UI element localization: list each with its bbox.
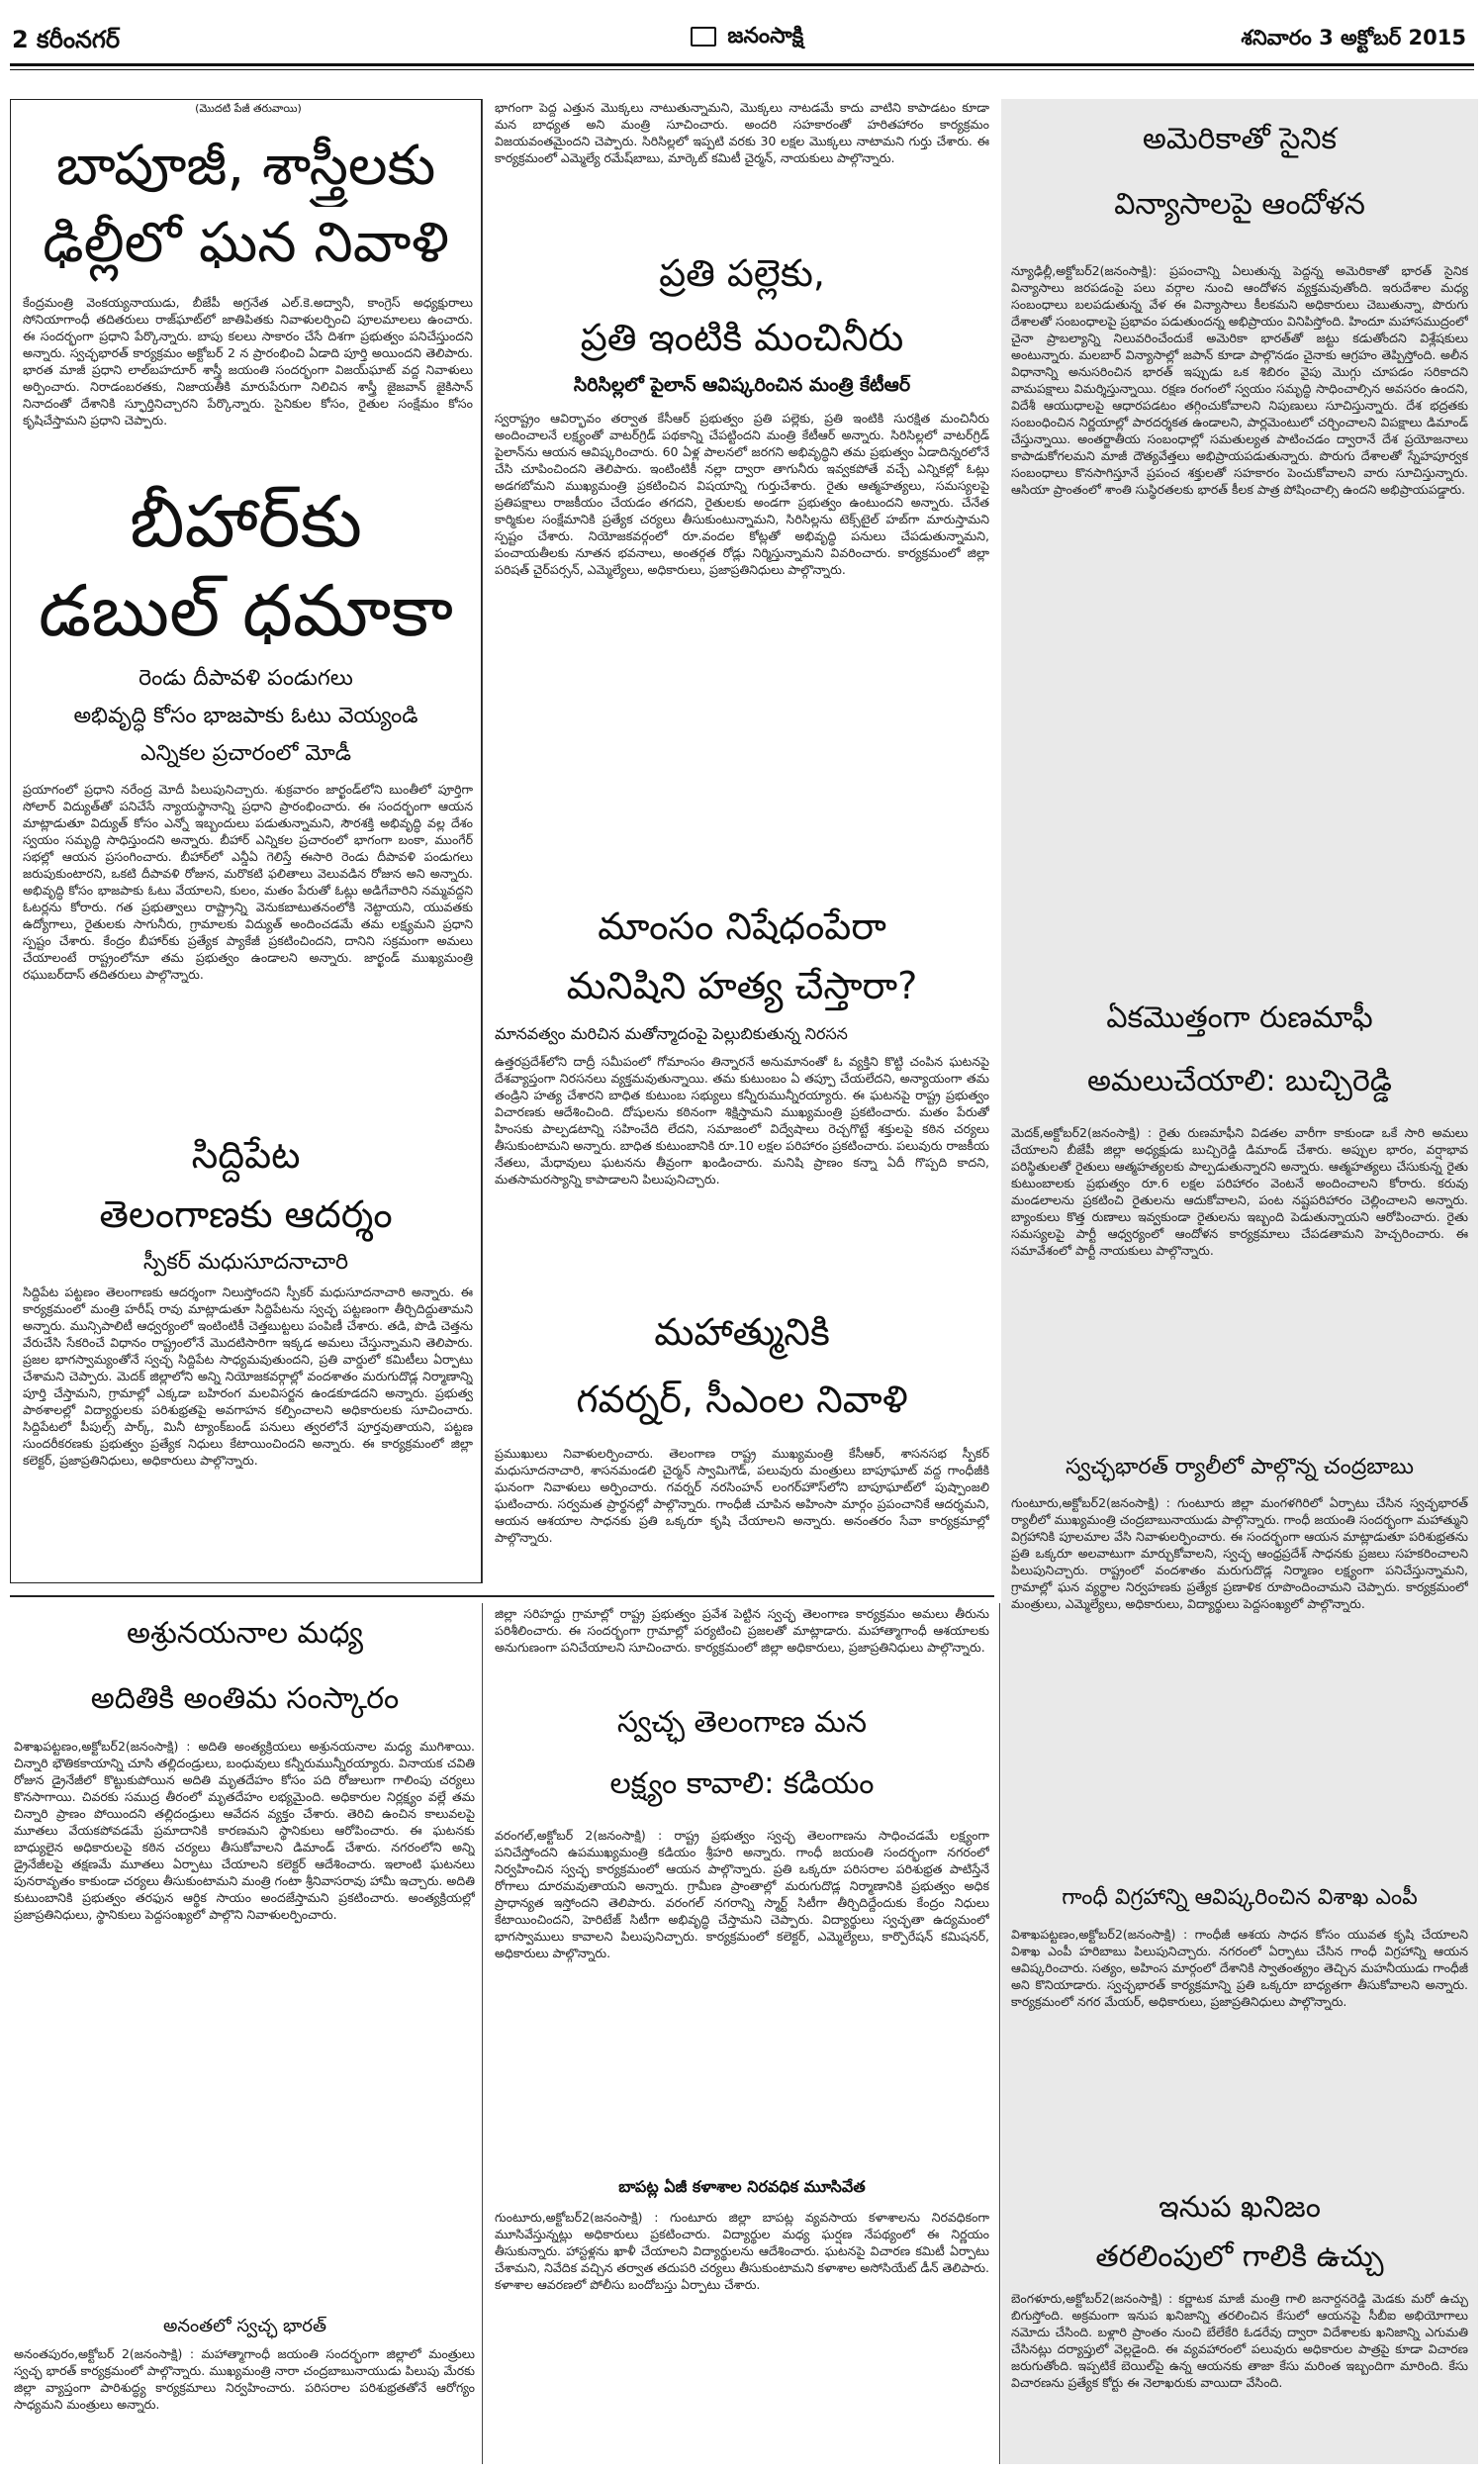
article-body: కేంద్రమంత్రి వెంకయ్యనాయుడు, బీజేపీ అగ్రనేత ఎల్‌.కె.అద్వానీ, కాంగ్రెస్‌ అధ్యక్షురాలు సోనియాగాంధీ తదితరులు రాజ్‌ఘాట్‌లో జాతిపితకు నివాళులర్పించి పూలమాలలు ఉంచారు. ఈ సందర్భంగా ప్రధాని పేర్కొన్నారు. బాపు కలలు సాకారం చేసే దిశగా ప్రభుత్వం పనిచేస్తుందని అన్నారు. స్వచ్ఛభారత్‌ కార్యక్రమం అక్టోబర్‌ 2 న ప్రారంభించి ఏడాది పూర్తి అయిందని తెలిపారు. భారత మాజీ ప్రధాని లాల్‌బహదూర్‌ శాస్త్రీ జయంతి సందర్భంగా విజయ్‌ఘాట్‌ వద్ద నివాళులు అర్పించారు. నిరాడంబరతకు, నిజాయతీకి మారుపేరుగా నిలిచిన శాస్త్రీ జైజవాన్‌ జైకిసాన్‌ నినాదంతో దేశానికి స్ఫూర్తినిచ్చారని పేర్కొన్నారు. సైనికుల కోసం, రైతుల సంక్షేమం కోసం కృషిచేస్తామని ప్రధాని చెప్పారు. <box>23 295 473 428</box>
column-divider <box>482 1603 483 2464</box>
siddipet-headline-2: తెలంగాణకు ఆదర్శం <box>99 1192 393 1236</box>
water-subhead: సిరిసిల్లలో పైలాన్‌ ఆవిష్కరించిన మంత్రి కేటీఆర్‌ <box>573 374 911 396</box>
mahatma-headline-2: గవర్నర్‌, సీఎంల నివాళి <box>576 1378 908 1421</box>
continued-article-top: భాగంగా పెద్ద ఎత్తున మొక్కలు నాటుతున్నామని, మొక్కలు నాటడమే కాదు వాటిని కాపాడటం కూడా మన బాధ్యత అని మంత్రి సూచించారు. అందరి సహకారంతో హరితహారం కార్యక్రమం విజయవంతమైందని చెప్పారు. సిరిసిల్లలో ఇప్పటి వరకు 30 లక్షల మొక్కలు నాటామని గుర్తు చేశారు. ఈ కార్యక్రమంలో ఎమ్మెల్యే రమేష్‌బాబు, మార్కెట్‌ కమిటీ చైర్మన్‌, నాయకులు పాల్గొన్నారు. <box>495 100 989 165</box>
header-rule-thin <box>10 69 1474 70</box>
article-bapuji-tribute <box>10 99 482 1583</box>
iron-ore-headline-1: ఇనుప ఖనిజం <box>1159 2190 1321 2225</box>
masthead-logo-icon <box>691 27 716 47</box>
water-headline-2: ప్రతి ఇంటికి మంచినీరు <box>580 316 904 359</box>
continuation-tag: (మొదటి పేజీ తరువాయి) <box>195 102 302 115</box>
aditi-article-body: విశాఖపట్టణం,అక్టోబర్‌2(జనంసాక్షి) : అదితి అంత్యక్రియలు అశ్రునయనాల మధ్య ముగిశాయి. చిన్నారి భౌతికకాయాన్ని చూసి తల్లిదండ్రులు, బంధువులు కన్నీరుమున్నీరయ్యారు. వినాయక చవితి రోజున డ్రైనేజీలో కొట్టుకుపోయిన అదితి మృతదేహం కోసం పది రోజులుగా గాలింపు చర్యలు కొనసాగాయి. చివరకు సముద్ర తీరంలో మృతదేహం లభ్యమైంది. అధికారుల నిర్లక్ష్యం వల్లే తమ చిన్నారి ప్రాణం పోయిందని తల్లిదండ్రులు ఆవేదన వ్యక్తం చేశారు. తెరిచి ఉంచిన కాలువలపై మూతలు వేయకపోవడమే ప్రమాదానికి కారణమని స్థానికులు ఆరోపించారు. ఈ ఘటనకు బాధ్యులైన అధికారులపై కఠిన చర్యలు తీసుకోవాలని డిమాండ్‌ చేశారు. నగరంలోని అన్ని డ్రైనేజీలపై తక్షణమే మూతలు ఏర్పాటు చేయాలని కలెక్టర్‌ ఆదేశించారు. ఇలాంటి ఘటనలు పునరావృతం కాకుండా చర్యలు తీసుకుంటామని మంత్రి గంటా శ్రీనివాసరావు హామీ ఇచ్చారు. అదితి కుటుంబానికి ప్రభుత్వం తరఫున ఆర్థిక సాయం అందజేస్తామని ప్రకటించారు. అంత్యక్రియల్లో ప్రజాప్రతినిధులు, స్థానికులు పెద్దసంఖ్యలో పాల్గొని నివాళులర్పించారు. <box>14 1739 475 1922</box>
issue-date: శనివారం 3 అక్టోబర్ 2015 <box>1241 26 1466 49</box>
bihar-headline-1: బీహార్‌కు <box>129 480 363 563</box>
water-headline-1: ప్రతి పల్లెకు, <box>659 251 825 295</box>
bihar-subhead-1: రెండు దీపావళి పండుగలు <box>139 666 353 691</box>
meat-ban-headline-1: మాంసం నిషేధంపేరా <box>598 904 886 948</box>
header-rule <box>10 63 1474 66</box>
section-rule <box>10 1595 994 1597</box>
bapatla-subhead: బాపట్ల ఏజీ కళాశాల నిరవధిక మూసివేత <box>618 2177 866 2196</box>
water-article-body: స్వరాష్ట్రం ఆవిర్భావం తర్వాత కేసీఆర్‌ ప్రభుత్వం ప్రతి పల్లెకు, ప్రతి ఇంటికి సురక్షిత మంచినీరు అందించాలనే లక్ష్యంతో వాటర్‌గ్రిడ్‌ పథకాన్ని చేపట్టిందని మంత్రి కేటీఆర్‌ అన్నారు. సిరిసిల్లలో వాటర్‌గ్రిడ్‌ పైలాన్‌ను ఆయన ఆవిష్కరించారు. 60 ఏళ్ల పాలనలో జరగని అభివృద్ధిని తమ ప్రభుత్వం ఏడాదిన్నరలోనే చేసి చూపించిందని తెలిపారు. ఇంటింటికీ నల్లా ద్వారా తాగునీరు ఇవ్వకపోతే వచ్చే ఎన్నికల్లో ఓట్లు అడగబోమని ముఖ్యమంత్రి ప్రకటించిన విషయాన్ని గుర్తుచేశారు. రైతు ఆత్మహత్యలు, సమస్యలపై ప్రతిపక్షాలు రాజకీయం చేయడం తగదని, రైతులకు అండగా ప్రభుత్వం ఉంటుందని అన్నారు. చేనేత కార్మికుల సంక్షేమానికి ప్రత్యేక చర్యలు తీసుకుంటున్నామని, సిరిసిల్లను టెక్స్‌టైల్‌ హబ్‌గా మారుస్తామని స్పష్టం చేశారు. నియోజకవర్గంలో రూ.వందల కోట్లతో అభివృద్ధి పనులు చేపడుతున్నామని, పంచాయతీలకు నూతన భవనాలు, అంతర్గత రోడ్లు నిర్మిస్తున్నామని వివరించారు. కార్యక్రమంలో జిల్లా పరిషత్‌ చైర్‌పర్సన్‌, ఎమ్మెల్యేలు, అధికారులు, ప్రజాప్రతినిధులు పాల్గొన్నారు. <box>495 411 989 577</box>
meat-ban-subhead: మానవత్వం మరిచిన మతోన్మాదంపై పెల్లుబికుతున్న నిరసన <box>495 1024 848 1043</box>
continued-article-bottom: జిల్లా సరిహద్దు గ్రామాల్లో రాష్ట్ర ప్రభుత్వం ప్రవేశ పెట్టిన స్వచ్ఛ తెలంగాణ కార్యక్రమం అమలు తీరును పరిశీలించారు. ఈ సందర్భంగా గ్రామాల్లో పర్యటించి ప్రజలతో మాట్లాడారు. మహాత్మాగాంధీ ఆశయాలకు అనుగుణంగా పనిచేయాలని సూచించారు. కార్యక్రమంలో జిల్లా అధికారులు, ప్రజాప్రతినిధులు పాల్గొన్నారు. <box>495 1606 989 1655</box>
loan-waiver-headline-1: ఏకమొత్తంగా రుణమాఫీ <box>1106 1000 1373 1035</box>
swachh-telangana-article-body: వరంగల్‌,అక్టోబర్‌ 2(జనంసాక్షి) : రాష్ట్ర ప్రభుత్వం స్వచ్ఛ తెలంగాణను సాధించడమే లక్ష్యంగా పనిచేస్తోందని ఉపముఖ్యమంత్రి కడియం శ్రీహరి అన్నారు. గాంధీ జయంతి సందర్భంగా నగరంలో నిర్వహించిన స్వచ్ఛ కార్యక్రమంలో ఆయన పాల్గొన్నారు. ప్రతి ఒక్కరూ పరిసరాల పరిశుభ్రత పాటిస్తేనే రోగాలు దూరమవుతాయని అన్నారు. గ్రామీణ ప్రాంతాల్లో మరుగుదొడ్ల నిర్మాణానికి ప్రభుత్వం అధిక ప్రాధాన్యత ఇస్తోందని తెలిపారు. వరంగల్‌ నగరాన్ని స్మార్ట్‌ సిటీగా తీర్చిదిద్దేందుకు కేంద్రం నిధులు కేటాయించిందని, హెరిటేజ్‌ సిటీగా అభివృద్ధి చేస్తామని చెప్పారు. విద్యార్థులు స్వచ్ఛతా ఉద్యమంలో భాగస్వాములు కావాలని పిలుపునిచ్చారు. కార్యక్రమంలో కలెక్టర్‌, ఎమ్మెల్యేలు, కార్పొరేషన్‌ కమిషనర్‌, అధికారులు పాల్గొన్నారు. <box>495 1828 989 1960</box>
us-military-headline-2: విన్యాసాలపై ఆందోళన <box>1114 187 1365 222</box>
bihar-subhead-3: ఎన్నికల ప్రచారంలో మోడీ <box>139 741 352 766</box>
swachh-rally-headline: స్వచ్ఛభారత్‌ ర్యాలీలో పాల్గొన్న చంద్రబాబు <box>1066 1455 1414 1479</box>
mahatma-article-body: ప్రముఖులు నివాళులర్పించారు. తెలంగాణ రాష్ట్ర ముఖ్యమంత్రి కేసీఆర్‌, శాసనసభ స్పీకర్‌ మధుసూదనాచారి, శాసనమండలి చైర్మన్‌ స్వామిగౌడ్‌, పలువురు మంత్రులు బాపూఘాట్‌ వద్ద గాంధీజీకి ఘనంగా నివాళులు అర్పించారు. గవర్నర్‌ నరసింహన్‌ లంగర్‌హౌస్‌లోని బాపూఘాట్‌లో పుష్పాంజలి ఘటించారు. సర్వమత ప్రార్థనల్లో పాల్గొన్నారు. గాంధీజీ చూపిన అహింసా మార్గం ప్రపంచానికే ఆదర్శమని, ఆయన ఆశయాల సాధనకు ప్రతి ఒక్కరూ కృషి చేయాలని అన్నారు. అనంతరం సేవా కార్యక్రమాల్లో పాల్గొన్నారు. <box>495 1446 989 1545</box>
us-military-article-body: న్యూఢిల్లీ,అక్టోబర్‌2(జనంసాక్షి): ప్రపంచాన్ని ఏలుతున్న పెద్దన్న అమెరికాతో భారత్‌ సైనిక విన్యాసాలు జరపడంపై పలు వర్గాల నుంచి ఆందోళన వ్యక్తమవుతోంది. ఇరుదేశాల మధ్య సంబంధాలు బలపడుతున్న వేళ ఈ విన్యాసాలు కీలకమని అధికారులు చెబుతున్నా, పొరుగు దేశాలతో సంబంధాలపై ప్రభావం పడుతుందన్న అభిప్రాయం వినిపిస్తోంది. హిందూ మహాసముద్రంలో చైనా ప్రాబల్యాన్ని నిలువరించేందుకే అమెరికా భారత్‌తో జట్టు కడుతోందని విశ్లేషకులు అంటున్నారు. మలబార్‌ విన్యాసాల్లో జపాన్‌ కూడా పాల్గొనడం చైనాకు ఆగ్రహం తెప్పిస్తోంది. అలీన విధానాన్ని అనుసరించిన భారత్‌ ఇప్పుడు ఒక శిబిరం వైపు మొగ్గు చూపడం సరికాదని వామపక్షాలు విమర్శిస్తున్నాయి. రక్షణ రంగంలో స్వయం సమృద్ధి సాధించాల్సిన అవసరం ఉందని, విదేశీ ఆయుధాలపై ఆధారపడటం తగ్గించుకోవాలని నిపుణులు సూచిస్తున్నారు. దేశ భద్రతకు సంబంధించిన నిర్ణయాల్లో పారదర్శకత ఉండాలని, పార్లమెంటులో చర్చించాలని విపక్షాలు డిమాండ్‌ చేస్తున్నాయి. అంతర్జాతీయ సంబంధాల్లో సమతుల్యత పాటించడం ద్వారానే దేశ ప్రయోజనాలు కాపాడుకోగలమని మాజీ దౌత్యవేత్తలు అభిప్రాయపడుతున్నారు. పొరుగు దేశాలతో స్నేహపూర్వక సంబంధాలు కొనసాగిస్తూనే ప్రపంచ శక్తులతో సహకారం పెంచుకోవాలని వారు సూచిస్తున్నారు. ఆసియా ప్రాంతంలో శాంతి సుస్థిరతలకు భారత్‌ కీలక పాత్ర పోషించాల్సి ఉందని అభిప్రాయపడ్డారు. <box>1011 263 1468 497</box>
siddipet-article-body: సిద్దిపేట పట్టణం తెలంగాణకు ఆదర్శంగా నిలుస్తోందని స్పీకర్‌ మధుసూదనాచారి అన్నారు. ఈ కార్యక్రమంలో మంత్రి హరీష్‌ రావు మాట్లాడుతూ సిద్దిపేటను స్వచ్ఛ పట్టణంగా తీర్చిదిద్దుతామని అన్నారు. మున్సిపాలిటీ ఆధ్వర్యంలో ఇంటింటికీ చెత్తబుట్టలు పంపిణీ చేశారు. తడి, పొడి చెత్తను వేరుచేసి సేకరించే విధానం రాష్ట్రంలోనే మొదటిసారిగా ఇక్కడ అమలు చేస్తున్నామని తెలిపారు. ప్రజల భాగస్వామ్యంతోనే స్వచ్ఛ సిద్దిపేట సాధ్యమవుతుందని, ప్రతి వార్డులో కమిటీలు ఏర్పాటు చేశామని చెప్పారు. మెదక్‌ జిల్లాలోని అన్ని నియోజకవర్గాల్లో వందశాతం మరుగుదొడ్ల నిర్మాణాన్ని పూర్తి చేస్తామని, గ్రామాల్లో ఎక్కడా బహిరంగ మలవిసర్జన ఉండకూడదని అన్నారు. ప్రభుత్వ పాఠశాలల్లో విద్యార్థులకు పరిశుభ్రతపై అవగాహన కల్పించాలని అధికారులకు సూచించారు. సిద్దిపేటలో పీపుల్స్‌ పార్క్‌, మినీ ట్యాంక్‌బండ్‌ పనులు త్వరలోనే పూర్తవుతాయని, పట్టణ సుందరీకరణకు ప్రభుత్వం ప్రత్యేక నిధులు కేటాయించిందని అన్నారు. ఈ కార్యక్రమంలో జిల్లా కలెక్టర్‌, ప్రజాప్రతినిధులు, అధికారులు పాల్గొన్నారు. <box>23 1285 473 1468</box>
bihar-article-body: ప్రయాగంలో ప్రధాని నరేంద్ర మోదీ పిలుపునిచ్చారు. శుక్రవారం జార్ఖండ్‌లోని బుంతీలో పూర్తిగా సోలార్‌ విద్యుత్‌తో పనిచేసే న్యాయస్థానాన్ని ప్రధాని ప్రారంభించారు. ఈ సందర్భంగా ఆయన మాట్లాడుతూ విద్యుత్‌ కోసం ఎన్నో ఇబ్బందులు పడుతున్నామని, సౌరశక్తి అభివృద్ధి వల్ల దేశం స్వయం సమృద్ధి సాధిస్తుందని అన్నారు. బీహార్‌ ఎన్నికల ప్రచారంలో భాగంగా బంకా, ముంగేర్‌ సభల్లో ఆయన ప్రసంగించారు. బీహార్‌లో ఎన్డీఏ గెలిస్తే ఈసారి రెండు దీపావళి పండుగలు జరుపుకుంటారని, ఒకటి దీపావళి రోజున, మరొకటి ఫలితాలు వెలువడిన రోజున అని అన్నారు. అభివృద్ధి కోసం భాజపాకు ఓటు వేయాలని, కులం, మతం పేరుతో ఓట్లు అడిగేవారిని నమ్మవద్దని ఓటర్లను కోరారు. గత ప్రభుత్వాలు రాష్ట్రాన్ని వెనుకబాటుతనంలోకి నెట్టాయని, యువతకు ఉద్యోగాలు, రైతులకు సాగునీరు, గ్రామాలకు విద్యుత్‌ అందించడమే తమ లక్ష్యమని ప్రధాని స్పష్టం చేశారు. కేంద్రం బీహార్‌కు ప్రత్యేక ప్యాకేజీ ప్రకటించిందని, దానిని సక్రమంగా అమలు చేయాలంటే రాష్ట్రంలోనూ తమ ప్రభుత్వం ఉండాలని అన్నారు. జార్ఖండ్‌ ముఖ్యమంత్రి రఘుబర్‌దాస్‌ తదితరులు పాల్గొన్నారు. <box>23 782 473 982</box>
bapatla-article-body: గుంటూరు,అక్టోబర్‌2(జనంసాక్షి) : గుంటూరు జిల్లా బాపట్ల వ్యవసాయ కళాశాలను నిరవధికంగా మూసివేస్తున్నట్లు అధికారులు ప్రకటించారు. విద్యార్థుల మధ్య ఘర్షణ నేపథ్యంలో ఈ నిర్ణయం తీసుకున్నారు. హాస్టళ్లను ఖాళీ చేయాలని విద్యార్థులను ఆదేశించారు. ఘటనపై విచారణ కమిటీ ఏర్పాటు చేశామని, నివేదిక వచ్చిన తర్వాత తదుపరి చర్యలు తీసుకుంటామని కళాశాల అసోసియేట్‌ డీన్‌ తెలిపారు. కళాశాల ఆవరణలో పోలీసు బందోబస్తు ఏర్పాటు చేశారు. <box>495 2210 989 2292</box>
loan-waiver-headline-2: అమలుచేయాలి: బుచ్చిరెడ్డి <box>1087 1064 1392 1098</box>
us-military-headline-1: అమెరికాతో సైనిక <box>1142 122 1338 156</box>
swachh-rally-article-body: గుంటూరు,అక్టోబర్‌2(జనంసాక్షి) : గుంటూరు జిల్లా మంగళగిరిలో ఏర్పాటు చేసిన స్వచ్ఛభారత్‌ ర్యాలీలో ముఖ్యమంత్రి చంద్రబాబునాయుడు పాల్గొన్నారు. గాంధీ జయంతి సందర్భంగా మహాత్ముని విగ్రహానికి పూలమాల వేసి నివాళులర్పించారు. ఈ సందర్భంగా ఆయన మాట్లాడుతూ పరిశుభ్రతను ప్రతి ఒక్కరూ అలవాటుగా మార్చుకోవాలని, స్వచ్ఛ ఆంధ్రప్రదేశ్‌ సాధనకు ప్రజలు సహకరించాలని పిలుపునిచ్చారు. రాష్ట్రంలో వందశాతం మరుగుదొడ్ల నిర్మాణం లక్ష్యంగా పనిచేస్తున్నామని, గ్రామాల్లో ఘన వ్యర్థాల నిర్వహణకు ప్రత్యేక ప్రణాళిక రూపొందించామని చెప్పారు. కార్యక్రమంలో మంత్రులు, ఎమ్మెల్యేలు, అధికారులు, విద్యార్థులు పెద్దసంఖ్యలో పాల్గొన్నారు. <box>1011 1495 1468 1611</box>
anantha-subhead: అనంతలో స్వచ్ఛ భారత్‌ <box>163 2316 326 2336</box>
headline-line-2: ఢిల్లీలో ఘన నివాళి <box>43 211 449 275</box>
article-us-military-box <box>1001 99 1478 2464</box>
swachh-telangana-headline-2: లక్ష్యం కావాలి: కడియం <box>609 1766 875 1801</box>
siddipet-subhead: స్పీకర్‌ మధుసూదనాచారి <box>142 1250 349 1275</box>
headline-line-1: బాపూజీ, శాస్త్రీలకు <box>55 134 436 198</box>
iron-ore-headline-2: తరలింపులో గాలికి ఉచ్చు <box>1095 2239 1384 2274</box>
gandhi-statue-article-body: విశాఖపట్టణం,అక్టోబర్‌2(జనంసాక్షి) : గాంధీజీ ఆశయ సాధన కోసం యువత కృషి చేయాలని విశాఖ ఎంపీ హరిబాబు పిలుపునిచ్చారు. నగరంలో ఏర్పాటు చేసిన గాంధీ విగ్రహాన్ని ఆయన ఆవిష్కరించారు. సత్యం, అహింస మార్గంలో దేశానికి స్వాతంత్య్రం తెచ్చిన మహనీయుడు గాంధీజీ అని కొనియాడారు. స్వచ్ఛభారత్‌ కార్యక్రమాన్ని ప్రతి ఒక్కరూ బాధ్యతగా తీసుకోవాలని అన్నారు. కార్యక్రమంలో నగర మేయర్‌, అధికారులు, ప్రజాప్రతినిధులు పాల్గొన్నారు. <box>1011 1927 1468 2009</box>
aditi-headline-1: అశ్రునయనాల మధ్య <box>127 1616 363 1651</box>
bihar-headline-2: డబుల్‌ ధమాకా <box>38 569 454 652</box>
masthead <box>648 24 846 63</box>
column-divider <box>482 99 483 1583</box>
page-number-label: 2 కరీంనగర్ <box>12 26 121 53</box>
gandhi-statue-headline: గాంధీ విగ్రహాన్ని ఆవిష్కరించిన విశాఖ ఎంపీ <box>1062 1885 1418 1910</box>
swachh-telangana-headline-1: స్వచ్ఛ తెలంగాణ మన <box>616 1705 868 1740</box>
paper-name: జనంసాక్షి <box>727 24 804 48</box>
meat-ban-article-body: ఉత్తరప్రదేశ్‌లోని దాద్రీ సమీపంలో గోమాంసం తిన్నారనే అనుమానంతో ఓ వ్యక్తిని కొట్టి చంపిన ఘటనపై దేశవ్యాప్తంగా నిరసనలు వ్యక్తమవుతున్నాయి. తమ కుటుంబం ఏ తప్పూ చేయలేదని, అన్యాయంగా తమ తండ్రిని హత్య చేశారని బాధిత కుటుంబ సభ్యులు కన్నీరుమున్నీరయ్యారు. ఈ ఘటనపై రాష్ట్ర ప్రభుత్వం విచారణకు ఆదేశించింది. దోషులను కఠినంగా శిక్షిస్తామని ముఖ్యమంత్రి ప్రకటించారు. మతం పేరుతో హింసకు పాల్పడటాన్ని సహించేది లేదని, సమాజంలో విద్వేషాలు రెచ్చగొట్టే శక్తులపై కఠిన చర్యలు తీసుకుంటామని అన్నారు. బాధిత కుటుంబానికి రూ.10 లక్షల పరిహారం ప్రకటించారు. పలువురు రాజకీయ నేతలు, మేధావులు ఘటనను తీవ్రంగా ఖండించారు. మనిషి ప్రాణం కన్నా ఏదీ గొప్పది కాదని, మతసామరస్యాన్ని కాపాడాలని పిలుపునిచ్చారు. <box>495 1054 989 1187</box>
anantha-article-body: అనంతపురం,అక్టోబర్‌ 2(జనంసాక్షి) : మహాత్మాగాంధీ జయంతి సందర్భంగా జిల్లాలో మంత్రులు స్వచ్ఛ భారత్‌ కార్యక్రమంలో పాల్గొన్నారు. ముఖ్యమంత్రి నారా చంద్రబాబునాయుడు పిలుపు మేరకు జిల్లా వ్యాప్తంగా పారిశుద్ధ్య కార్యక్రమాలు నిర్వహించారు. పరిసరాల పరిశుభ్రతతోనే ఆరోగ్యం సాధ్యమని మంత్రులు అన్నారు. <box>14 2346 475 2412</box>
meat-ban-headline-2: మనిషిని హత్య చేస్తారా? <box>566 964 918 1007</box>
aditi-headline-2: అదితికి అంతిమ సంస్కారం <box>90 1681 400 1716</box>
column-divider <box>999 1603 1000 2464</box>
loan-waiver-article-body: మెదక్‌,అక్టోబర్‌2(జనంసాక్షి) : రైతు రుణమాఫీని విడతల వారీగా కాకుండా ఒకే సారి అమలు చేయాలని బీజేపీ జిల్లా అధ్యక్షుడు బుచ్చిరెడ్డి డిమాండ్‌ చేశారు. అప్పుల భారం, వర్షాభావ పరిస్థితులతో రైతులు ఆత్మహత్యలకు పాల్పడుతున్నారని అన్నారు. ఆత్మహత్యలు చేసుకున్న రైతు కుటుంబాలకు ప్రభుత్వం రూ.6 లక్షల పరిహారం వెంటనే అందించాలని కోరారు. కరువు మండలాలను ప్రకటించి రైతులను ఆదుకోవాలని, పంట నష్టపరిహారం చెల్లించాలని అన్నారు. బ్యాంకులు కొత్త రుణాలు ఇవ్వకుండా రైతులను ఇబ్బంది పెడుతున్నాయని ఆరోపించారు. రైతు సమస్యలపై పార్టీ ఆధ్వర్యంలో ఆందోళన కార్యక్రమాలు చేపడతామని హెచ్చరించారు. ఈ సమావేశంలో పార్టీ నాయకులు పాల్గొన్నారు. <box>1011 1125 1468 1258</box>
bihar-subhead-2: అభివృద్ధి కోసం భాజపాకు ఓటు వెయ్యండి <box>73 704 418 728</box>
iron-ore-article-body: బెంగళూరు,అక్టోబర్‌2(జనంసాక్షి) : కర్ణాటక మాజీ మంత్రి గాలి జనార్దనరెడ్డి మెడకు మరో ఉచ్చు బిగుస్తోంది. అక్రమంగా ఇనుప ఖనిజాన్ని తరలించిన కేసులో ఆయనపై సీబీఐ అభియోగాలు నమోదు చేసింది. బళ్లారి ప్రాంతం నుంచి బేలేకేరి ఓడరేవు ద్వారా విదేశాలకు ఖనిజాన్ని ఎగుమతి చేసినట్లు దర్యాప్తులో వెల్లడైంది. ఈ వ్యవహారంలో పలువురు అధికారుల పాత్రపై కూడా విచారణ జరుగుతోంది. ఇప్పటికే బెయిల్‌పై ఉన్న ఆయనకు తాజా కేసు మరింత ఇబ్బందిగా మారింది. కేసు విచారణను ప్రత్యేక కోర్టు ఈ నెలాఖరుకు వాయిదా వేసింది. <box>1011 2291 1468 2390</box>
siddipet-headline-1: సిద్దిపేట <box>191 1133 301 1177</box>
mahatma-headline-1: మహాత్మునికి <box>654 1310 830 1354</box>
